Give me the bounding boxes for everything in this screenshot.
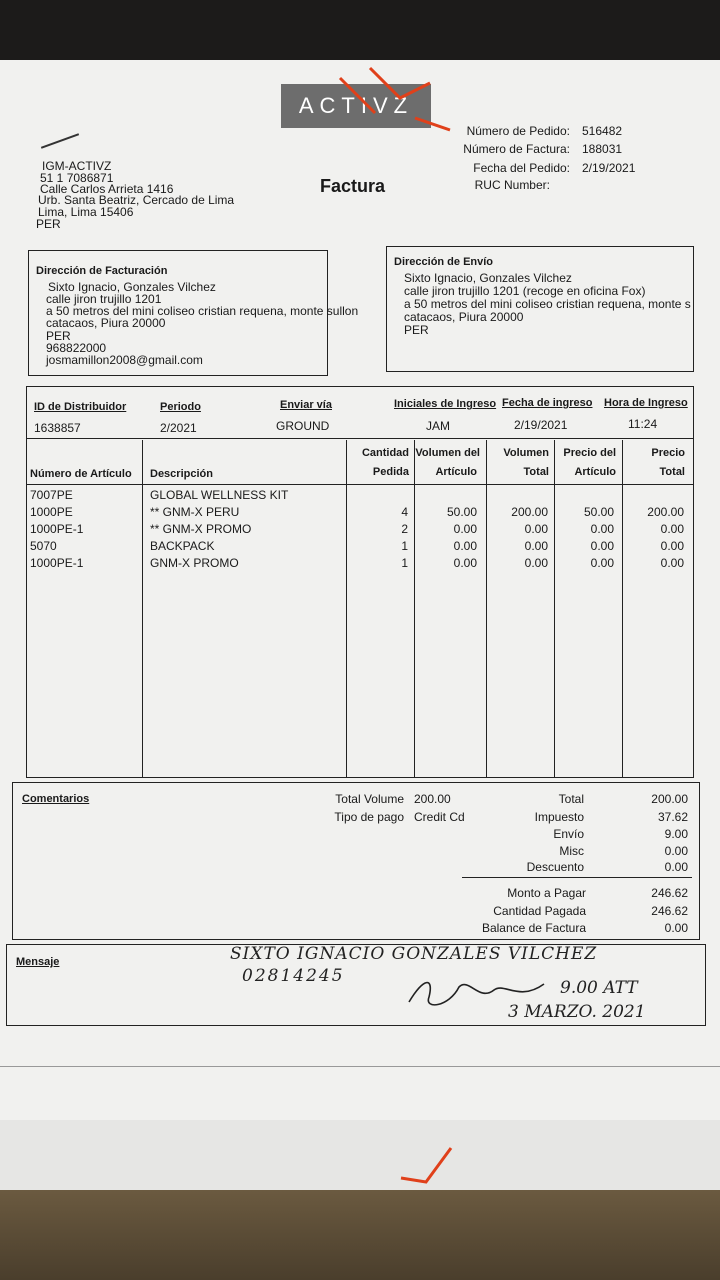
price-total-cell: 0.00 [660,539,684,553]
tax-value: 37.62 [657,810,688,824]
distributor-id-label: ID de Distribuidor [34,401,127,413]
col-qty-2: Pedida [372,466,409,478]
invoice-number: 188031 [582,142,623,156]
page-fold-line [0,1066,720,1067]
message-label: Mensaje [16,956,60,968]
distributor-id: 1638857 [34,421,81,435]
order-date-label: Fecha del Pedido: [473,161,570,175]
company-address-2: Urb. Santa Beatriz, Cercado de Lima [38,193,235,207]
invoice-title: Factura [320,176,386,196]
price-cell: 50.00 [583,505,614,519]
shipping-name: Sixto Ignacio, Gonzales Vilchez [404,271,572,285]
entry-hour-label: Hora de Ingreso [604,397,688,409]
shipping-line-3: catacaos, Piura 20000 [404,310,524,324]
col-divider [622,440,623,778]
entry-date: 2/19/2021 [514,418,568,432]
price-total-cell: 0.00 [660,522,684,536]
shipping-label: Envío [553,827,584,841]
company-address-3: Lima, Lima 15406 [38,205,134,219]
order-number-label: Número de Pedido: [466,124,570,138]
volume-total-cell: 0.00 [524,522,548,536]
quantity-cell: 1 [401,539,408,553]
volume-cell: 0.00 [453,556,477,570]
period: 2/2021 [160,421,197,435]
volume-total-cell: 0.00 [524,556,548,570]
price-cell: 0.00 [590,556,614,570]
volume-total-cell: 0.00 [524,539,548,553]
volume-cell: 0.00 [453,522,477,536]
total-volume: 200.00 [414,792,451,806]
description-cell: GLOBAL WELLNESS KIT [150,488,289,502]
volume-cell: 50.00 [446,505,477,519]
col-divider [414,440,415,778]
misc-value: 0.00 [664,844,688,858]
total-volume-label: Total Volume [335,792,404,806]
total-value: 200.00 [651,792,688,806]
amount-due-label: Monto a Pagar [507,886,586,900]
col-volt-2: Total [523,466,549,478]
col-description: Descripción [150,468,213,480]
billing-name: Sixto Ignacio, Gonzales Vilchez [48,280,216,294]
price-cell: 0.00 [590,522,614,536]
company-country: PER [36,217,61,231]
invoice-balance: 0.00 [664,921,688,935]
col-pricet-2: Total [659,466,685,478]
price-total-cell: 0.00 [660,556,684,570]
col-pricet-1: Precio [651,447,685,459]
shipping-line-1: calle jiron trujillo 1201 (recoge en oficina Fox) [404,284,646,298]
billing-heading: Dirección de Facturación [36,265,168,277]
shipping-value: 9.00 [664,827,688,841]
shipping-heading: Dirección de Envío [394,256,494,268]
article-cell: 5070 [30,539,57,553]
billing-line-3: catacaos, Piura 20000 [46,316,166,330]
billing-phone: 968822000 [46,341,107,355]
handwritten-id: 02814245 [242,966,345,986]
handwritten-name: SIXTO IGNACIO GONZALES VILCHEZ [230,944,598,964]
price-cell: 0.00 [590,539,614,553]
entry-initials: JAM [426,419,450,433]
total-label: Total [558,792,584,806]
company-phone: 51 1 7086871 [40,171,114,185]
article-cell: 1000PE [30,505,73,519]
activz-logo: ACTIVZ [281,84,431,128]
col-divider [142,440,143,778]
table-header-divider [26,484,694,485]
handwritten-amount: 9.00 ATT [560,978,638,998]
entry-hour: 11:24 [628,417,658,431]
article-cell: 7007PE [30,488,73,502]
period-label: Periodo [160,401,201,413]
amount-paid-label: Cantidad Pagada [493,904,586,918]
shipping-line-2: a 50 metros del mini coliseo cristian requena, monte s [404,298,691,311]
col-price-1: Precio del [563,447,616,459]
table-divider [26,438,694,439]
col-vol-2: Artículo [435,466,477,478]
invoice-number-label: Número de Factura: [463,142,570,156]
order-number: 516482 [582,124,623,138]
company-address-1: Calle Carlos Arrieta 1416 [40,182,174,196]
col-divider [346,440,347,778]
description-cell: ** GNM-X PERU [150,505,240,519]
quantity-cell: 2 [401,522,408,536]
volume-total-cell: 200.00 [511,505,548,519]
ship-via-label: Enviar vía [280,399,332,411]
volume-cell: 0.00 [453,539,477,553]
payment-type-label: Tipo de pago [334,810,404,824]
summary-divider [462,877,692,878]
col-divider [486,440,487,778]
invoice-balance-label: Balance de Factura [481,921,586,935]
billing-email: josmamillon2008@gmail.com [46,353,203,367]
col-article: Número de Artículo [30,468,132,480]
description-cell: GNM-X PROMO [150,556,239,570]
billing-line-2: a 50 metros del mini coliseo cristian requena, monte sullon [46,304,359,318]
entry-date-label: Fecha de ingreso [502,397,593,409]
quantity-cell: 4 [401,505,408,519]
ruc-label: RUC Number: [474,178,550,192]
shipping-country: PER [404,323,429,337]
article-cell: 1000PE-1 [30,556,84,570]
entry-initials-label: Iniciales de Ingreso [394,398,497,410]
background-surface [0,1190,720,1280]
col-vol-1: Volumen del [415,447,480,459]
col-volt-1: Volumen [503,447,549,459]
amount-paid: 246.62 [651,904,688,918]
items-table [26,386,694,778]
order-date: 2/19/2021 [582,161,636,175]
billing-country: PER [46,329,71,343]
amount-due: 246.62 [651,886,688,900]
ship-via: GROUND [276,419,330,433]
description-cell: BACKPACK [150,539,215,553]
red-check-mark [396,1140,466,1190]
misc-label: Misc [559,844,584,858]
billing-line-1: calle jiron trujillo 1201 [46,292,162,306]
comments-label: Comentarios [22,793,90,805]
handwritten-date: 3 MARZO. 2021 [508,1002,646,1022]
description-cell: ** GNM-X PROMO [150,522,252,536]
discount-label: Descuento [526,860,584,874]
tax-label: Impuesto [534,810,584,824]
article-cell: 1000PE-1 [30,522,84,536]
col-divider [554,440,555,778]
payment-type: Credit Cd [414,810,465,824]
col-price-2: Artículo [574,466,616,478]
quantity-cell: 1 [401,556,408,570]
col-qty-1: Cantidad [361,447,409,459]
company-name: IGM-ACTIVZ [42,159,112,173]
price-total-cell: 200.00 [647,505,684,519]
discount-value: 0.00 [664,860,688,874]
